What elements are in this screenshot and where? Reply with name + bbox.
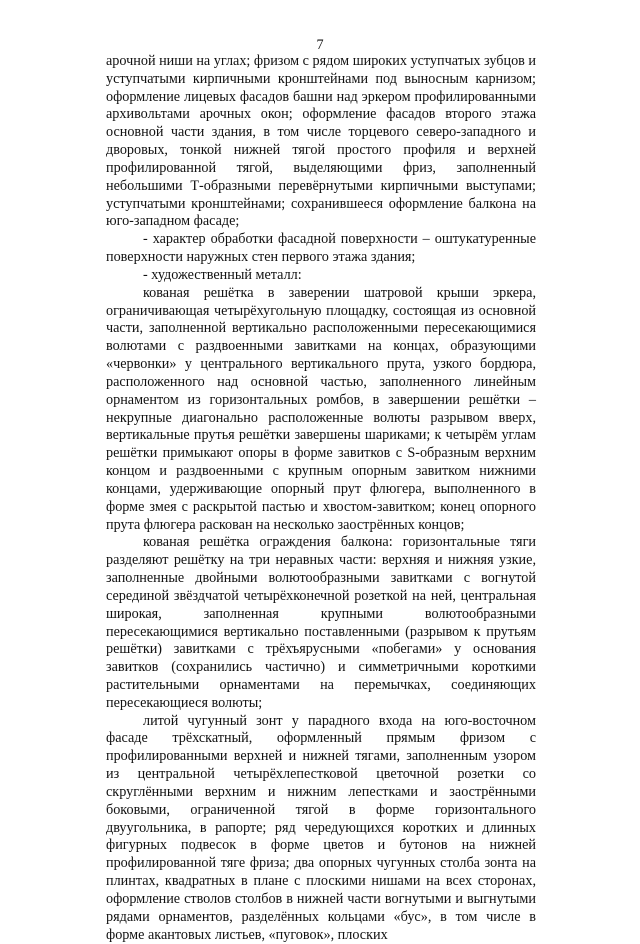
document-body (106, 53, 536, 944)
paragraph-continuation: арочной ниши на углах; фризом с рядом широких уступчатых зубцов и уступчатыми кирпичными кронштейнами под выносным карнизом; оформление лицевых фасадов башни над эркером профилированными архивольтами арочных окон; оформление фасадов второго этажа основной части здания, в том числе торцевого северо-западного и дворовых, тонкой нижней тягой простого профиля и верхней профилированной тягой, выделяющими фриз, заполненный небольшими Т-образными перевёрнутыми кирпичными выступами; уступчатыми кронштейнами; сохранившееся оформление балкона на юго-западном фасаде; (106, 53, 537, 230)
paragraph-roof-grille: кованая решётка в заверении шатровой крыши эркера, ограничивающая четырёхугольную площадку, состоящая из основной части, заполненной вертикально расположенными пересекающимися волютами с раздвоенными завитками на концах, образующими «червонки» у центрального вертикального прута, узкого бордюра, расположенного над основной частью, заполненного линейным орнаментом из горизонтальных ромбов, в завершении решётки – некрупные диагонально расположенные волюты разрывом вверх, вертикальные прутья решётки завершены шариками; к четырём углам решётки примыкают опоры в форме завитков с S-образным верхним концом и раздвоенными с крупным опорным завитком нижними концами, удерживающие опорный прут флюгера, выполненного в форме змея с раскрытой пастью и хвостом-завитком; конец опорного прута флюгера раскован на несколько заострённых концов; (106, 284, 536, 533)
paragraph-balcony-grille: кованая решётка ограждения балкона: горизонтальные тяги разделяют решётку на три неравных части: верхняя и нижняя узкие, заполненные двойными волютообразными завитками с вогнутой серединой звёздчатой четырёхконечной розеткой на ней, центральная широкая, заполненная крупными волютообразными пересекающимися вертикально поставленными (разрывом к прутьям решётки) завитками с трёхъярусными «побегами» у основания завитков (сохранились частично) и симметричными короткими растительными орнаментами на перемычках, соединяющих пересекающиеся волюты; (106, 534, 536, 711)
paragraph-cast-iron-canopy: литой чугунный зонт у парадного входа на юго-восточном фасаде трёхскатный, оформленный прямым фризом с профилированными верхней и нижней тягами, заполненным узором из центральной четырёхлепестковой цветочной розетки со скруглёнными верхним и нижним лепестками и заострёнными боковыми, ограниченной тягой в форме горизонтального двуугольника, в рапорте; ряд чередующихся коротких и длинных фигурных подвесок в форме цветов и бутонов на нижней профилированной тяге фриза; два опорных чугунных столба зонта на плинтах, квадратных в плане с плоскими нишами на всех сторонах, оформление стволов столбов в нижней части вогнутыми и выгнутыми рядами орнаментов, разделённых кольцами «бус», в том числе в форме акантовых листьев, «пуговок», плоских (106, 712, 536, 943)
page-number: 7 (316, 37, 324, 53)
paragraph-metal-heading: - художественный металл: (143, 266, 302, 283)
paragraph-facade-surface: - характер обработки фасадной поверхности – оштукатуренные поверхности наружных стен первого этажа здания; (106, 231, 536, 266)
